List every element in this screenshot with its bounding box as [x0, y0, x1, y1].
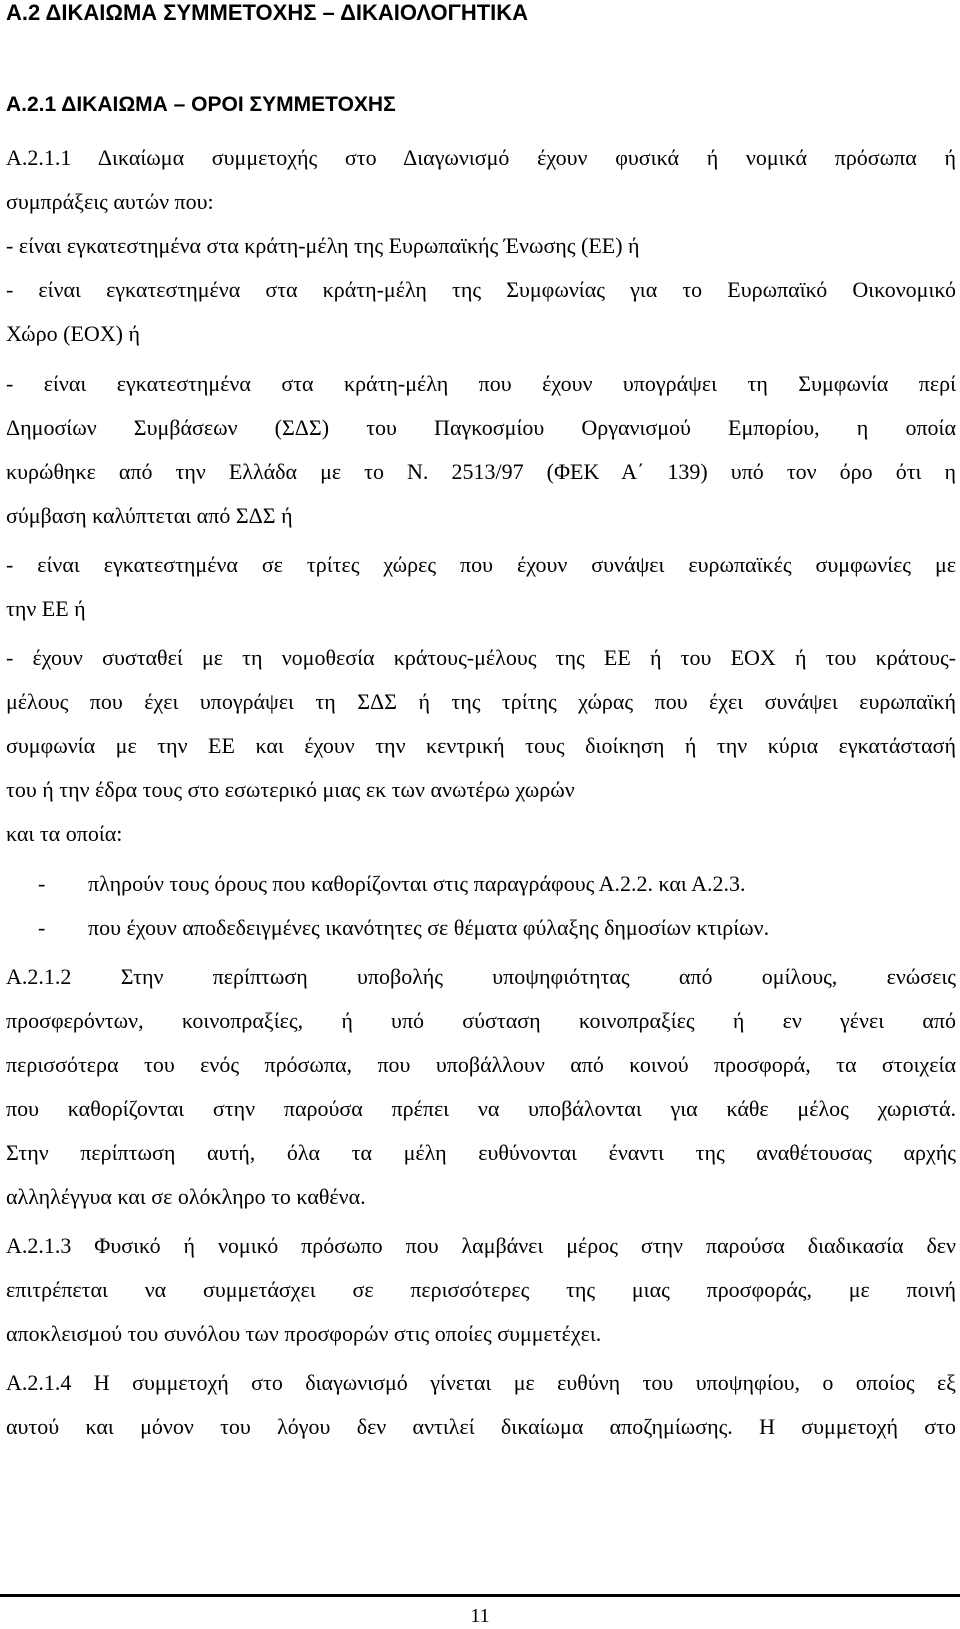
paragraph-line: περισσότερα του ενός πρόσωπα, που υποβάλλουν από κοινού προσφορά, τα στοιχεία: [6, 1052, 956, 1077]
paragraph-line: Α.2.1.2 Στην περίπτωση υποβολής υποψηφιότητας από ομίλους, ενώσεις: [6, 964, 956, 989]
footer-divider: [0, 1594, 960, 1597]
paragraph-line: συμφωνία με την ΕΕ και έχουν την κεντρική τους διοίκηση ή την κύρια εγκατάστασή: [6, 733, 956, 758]
paragraph-line: που καθορίζονται στην παρούσα πρέπει να υποβάλονται για κάθε μέλος χωριστά.: [6, 1096, 956, 1121]
page-number: 11: [470, 1605, 490, 1627]
paragraph-line: - είναι εγκατεστημένα σε τρίτες χώρες που έχουν συνάψει ευρωπαϊκές συμφωνίες με: [6, 552, 956, 577]
paragraph-line: - είναι εγκατεστημένα στα κράτη-μέλη που έχουν υπογράψει τη Συμφωνία περί: [6, 371, 956, 396]
paragraph-line: προσφερόντων, κοινοπραξίες, ή υπό σύσταση κοινοπραξίες ή εν γένει από: [6, 1008, 956, 1033]
paragraph-line: αλληλέγγυα και σε ολόκληρο το καθένα.: [6, 1184, 366, 1209]
paragraph-line: Χώρο (ΕΟΧ) ή: [6, 321, 141, 346]
paragraph-line: επιτρέπεται να συμμετάσχει σε περισσότερες της μιας προσφοράς, με ποινή: [6, 1277, 956, 1302]
paragraph-line: Α.2.1.3 Φυσικό ή νομικό πρόσωπο που λαμβάνει μέρος στην παρούσα διαδικασία δεν: [6, 1233, 956, 1258]
paragraph-line: - είναι εγκατεστημένα στα κράτη-μέλη της Ευρωπαϊκής Ένωσης (ΕΕ) ή: [6, 233, 640, 258]
paragraph-line: σύμβαση καλύπτεται από ΣΔΣ ή: [6, 503, 293, 528]
paragraph-line: αυτού και μόνον του λόγου δεν αντιλεί δικαίωμα αποζημίωσης. Η συμμετοχή στο: [6, 1414, 956, 1439]
paragraph-line: συμπράξεις αυτών που:: [6, 189, 214, 214]
paragraph-line: αποκλεισμού του συνόλου των προσφορών στις οποίες συμμετέχει.: [6, 1321, 602, 1346]
paragraph-line: κυρώθηκε από την Ελλάδα με το Ν. 2513/97 (ΦΕΚ Α΄ 139) υπό τον όρο ότι η: [6, 459, 956, 484]
bullet-text: που έχουν αποδεδειγμένες ικανότητες σε θέματα φύλαξης δημοσίων κτιρίων.: [88, 915, 770, 940]
paragraph-line: Α.2.1.1 Δικαίωμα συμμετοχής στο Διαγωνισμό έχουν φυσικά ή νομικά πρόσωπα ή: [6, 145, 956, 170]
paragraph-line: Στην περίπτωση αυτή, όλα τα μέλη ευθύνονται έναντι της αναθέτουσας αρχής: [6, 1140, 956, 1165]
bullet-text: πληρούν τους όρους που καθορίζονται στις παραγράφους Α.2.2. και Α.2.3.: [88, 871, 746, 896]
paragraph-line: μέλους που έχει υπογράψει τη ΣΔΣ ή της τρίτης χώρας που έχει συνάψει ευρωπαϊκή: [6, 689, 956, 714]
paragraph-line: Δημοσίων Συμβάσεων (ΣΔΣ) του Παγκοσμίου Οργανισμού Εμπορίου, η οποία: [6, 415, 956, 440]
paragraph-line: του ή την έδρα τους στο εσωτερικό μιας εκ των ανωτέρω χωρών: [6, 777, 575, 802]
bullet-mark: -: [38, 871, 46, 896]
section-heading: Α.2 ΔΙΚΑΙΩΜΑ ΣΥΜΜΕΤΟΧΗΣ – ΔΙΚΑΙΟΛΟΓΗΤΙΚΑ: [6, 0, 529, 25]
paragraph-line: και τα οποία:: [6, 821, 123, 846]
subsection-heading: Α.2.1 ΔΙΚΑΙΩΜΑ – ΟΡΟΙ ΣΥΜΜΕΤΟΧΗΣ: [6, 93, 396, 116]
paragraph-line: - έχουν συσταθεί με τη νομοθεσία κράτους-μέλους της ΕΕ ή του ΕΟΧ ή του κράτους-: [6, 645, 956, 670]
bullet-mark: -: [38, 915, 46, 940]
paragraph-line: την ΕΕ ή: [6, 596, 86, 621]
paragraph-line: Α.2.1.4 Η συμμετοχή στο διαγωνισμό γίνεται με ευθύνη του υποψηφίου, ο οποίος εξ: [6, 1370, 956, 1395]
paragraph-line: - είναι εγκατεστημένα στα κράτη-μέλη της Συμφωνίας για το Ευρωπαϊκό Οικονομικό: [6, 277, 956, 302]
